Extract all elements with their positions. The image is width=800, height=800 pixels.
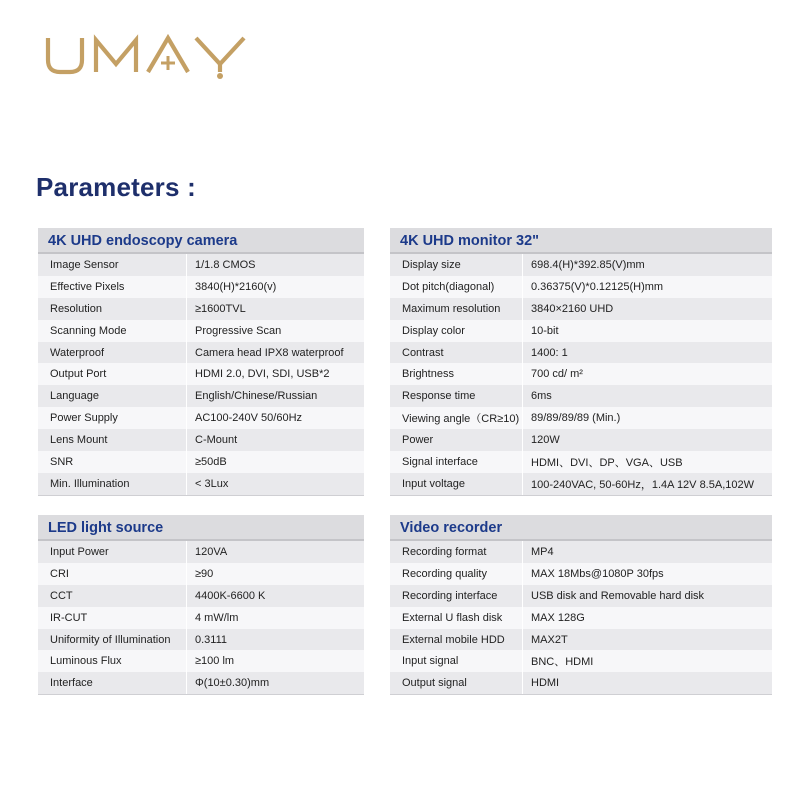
spec-value: 120VA (186, 541, 364, 563)
spec-label: Input Power (50, 545, 109, 558)
spec-row (38, 650, 364, 672)
spec-row (390, 342, 772, 364)
spec-row (38, 672, 364, 694)
spec-label: External U flash disk (402, 611, 503, 624)
spec-row (390, 385, 772, 407)
spec-row (38, 429, 364, 451)
spec-value: BNC、HDMI (522, 650, 772, 672)
spec-row (390, 363, 772, 385)
spec-value: 89/89/89/89 (Min.) (522, 407, 772, 429)
spec-row (390, 541, 772, 563)
spec-value: MAX2T (522, 629, 772, 651)
spec-value: Progressive Scan (186, 320, 364, 342)
spec-row (38, 320, 364, 342)
spec-row (38, 563, 364, 585)
camera-rows (38, 254, 364, 496)
spec-value: 120W (522, 429, 772, 451)
spec-label: Uniformity of Illumination (50, 633, 171, 646)
spec-label: Interface (50, 677, 93, 690)
spec-value: 700 cd/ m² (522, 363, 772, 385)
spec-label: Power Supply (50, 412, 118, 425)
spec-row (38, 298, 364, 320)
spec-label: Power (402, 434, 434, 447)
spec-label: Dot pitch(diagonal) (402, 280, 495, 293)
spec-row (390, 607, 772, 629)
spec-value: Φ(10±0.30)mm (186, 672, 364, 694)
spec-label: Resolution (50, 302, 102, 315)
spec-value: 4400K-6600 K (186, 585, 364, 607)
spec-label: SNR (50, 455, 74, 468)
spec-value: 1/1.8 CMOS (186, 254, 364, 276)
recorder-rows (390, 541, 772, 695)
spec-label: Signal interface (402, 455, 478, 468)
spec-label: Maximum resolution (402, 302, 501, 315)
led-rows (38, 541, 364, 695)
spec-row (38, 385, 364, 407)
spec-row (390, 563, 772, 585)
spec-value: 10-bit (522, 320, 772, 342)
recorder-spec-table (390, 515, 772, 695)
spec-label: IR-CUT (50, 611, 88, 624)
spec-value: HDMI 2.0, DVI, SDI, USB*2 (186, 363, 364, 385)
spec-row (390, 429, 772, 451)
led-section-title: LED light source (38, 515, 364, 541)
spec-label: Language (50, 390, 99, 403)
spec-label: Viewing angle（CR≥10) (402, 413, 520, 426)
spec-label: Contrast (402, 346, 444, 359)
spec-value: 0.36375(V)*0.12125(H)mm (522, 276, 772, 298)
spec-value: 3840(H)*2160(v) (186, 276, 364, 298)
spec-row (38, 254, 364, 276)
spec-value: ≥50dB (186, 451, 364, 473)
spec-value: MAX 18Mbs@1080P 30fps (522, 563, 772, 585)
spec-row (38, 585, 364, 607)
spec-value: HDMI、DVI、DP、VGA、USB (522, 451, 772, 473)
camera-section-title: 4K UHD endoscopy camera (38, 228, 364, 254)
monitor-spec-table (390, 228, 772, 496)
spec-value: Camera head IPX8 waterproof (186, 342, 364, 364)
spec-label: Min. Illumination (50, 477, 130, 490)
spec-label: Luminous Flux (50, 655, 122, 668)
spec-row (390, 629, 772, 651)
spec-value: ≥1600TVL (186, 298, 364, 320)
spec-row (390, 298, 772, 320)
monitor-rows (390, 254, 772, 496)
spec-label: Input signal (402, 655, 459, 668)
monitor-section-title: 4K UHD monitor 32" (390, 228, 772, 254)
spec-row (38, 451, 364, 473)
spec-row (390, 254, 772, 276)
spec-row (390, 451, 772, 473)
spec-value: ≥90 (186, 563, 364, 585)
spec-label: Input voltage (402, 477, 465, 490)
spec-value: English/Chinese/Russian (186, 385, 364, 407)
spec-row (38, 342, 364, 364)
spec-row (390, 407, 772, 429)
umay-logo (44, 34, 248, 80)
spec-label: External mobile HDD (402, 633, 505, 646)
spec-row (390, 473, 772, 495)
spec-value: < 3Lux (186, 473, 364, 495)
spec-value: HDMI (522, 672, 772, 694)
spec-row (390, 276, 772, 298)
spec-label: CRI (50, 567, 69, 580)
spec-label: Recording quality (402, 567, 487, 580)
spec-row (38, 363, 364, 385)
spec-label: Output signal (402, 677, 467, 690)
spec-value: 100-240VAC, 50-60Hz，1.4A 12V 8.5A,102W (522, 473, 772, 495)
spec-row (390, 320, 772, 342)
spec-value: 4 mW/lm (186, 607, 364, 629)
spec-value: 6ms (522, 385, 772, 407)
spec-label: Recording format (402, 545, 487, 558)
spec-label: Lens Mount (50, 434, 108, 447)
spec-label: Output Port (50, 368, 107, 381)
spec-row (38, 276, 364, 298)
spec-value: MAX 128G (522, 607, 772, 629)
spec-label: Display color (402, 324, 465, 337)
spec-value: USB disk and Removable hard disk (522, 585, 772, 607)
spec-value: MP4 (522, 541, 772, 563)
spec-label: Waterproof (50, 346, 105, 359)
led-spec-table (38, 515, 364, 695)
spec-row (390, 672, 772, 694)
spec-label: Response time (402, 390, 476, 403)
spec-label: Scanning Mode (50, 324, 127, 337)
spec-value: C-Mount (186, 429, 364, 451)
spec-value: AC100-240V 50/60Hz (186, 407, 364, 429)
spec-value: 3840×2160 UHD (522, 298, 772, 320)
spec-row (38, 407, 364, 429)
camera-spec-table (38, 228, 364, 496)
spec-label: Recording interface (402, 589, 498, 602)
spec-label: Brightness (402, 368, 454, 381)
spec-value: 1400: 1 (522, 342, 772, 364)
spec-row (390, 650, 772, 672)
spec-row (38, 541, 364, 563)
spec-row (38, 473, 364, 495)
spec-label: CCT (50, 589, 73, 602)
spec-row (38, 629, 364, 651)
page-title: Parameters : (36, 172, 196, 202)
spec-row (38, 607, 364, 629)
recorder-section-title: Video recorder (390, 515, 772, 541)
spec-value: 0.3111 (186, 629, 364, 651)
spec-label: Display size (402, 258, 461, 271)
spec-value: ≥100 lm (186, 650, 364, 672)
spec-label: Image Sensor (50, 258, 119, 271)
spec-row (390, 585, 772, 607)
spec-label: Effective Pixels (50, 280, 125, 293)
spec-value: 698.4(H)*392.85(V)mm (522, 254, 772, 276)
